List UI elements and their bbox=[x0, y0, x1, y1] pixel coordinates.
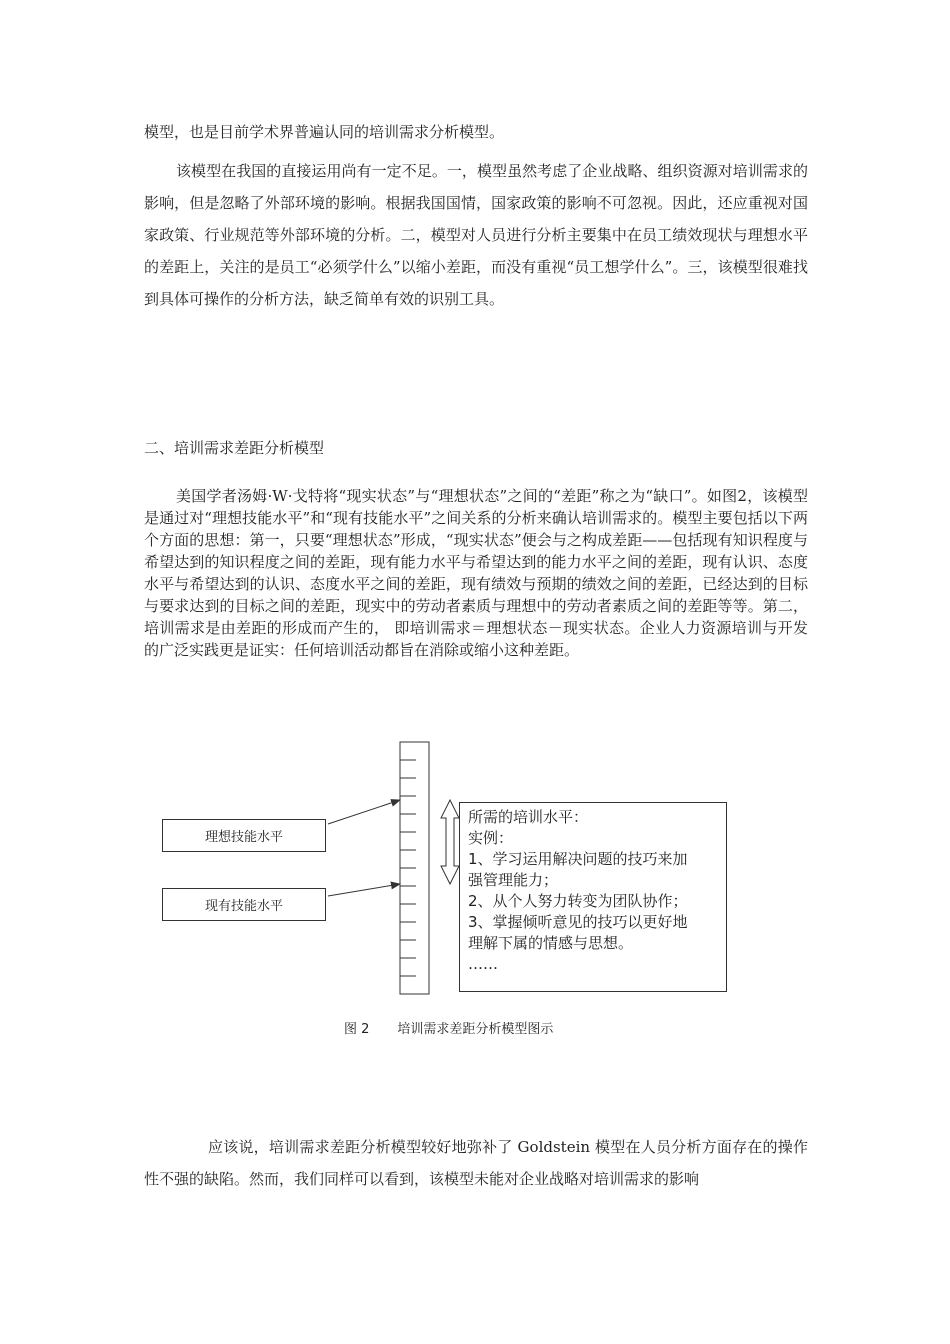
ideal-skill-level-box: 理想技能水平 bbox=[162, 819, 326, 852]
current-arrow bbox=[328, 884, 400, 896]
paragraph-conclusion: 应该说，培训需求差距分析模型较好地弥补了 Goldstein 模型在人员分析方面存在的操作性不强的缺陷。然而，我们同样可以看到，该模型未能对企业战略对培训需求的影响 bbox=[144, 1138, 808, 1188]
training-need-box bbox=[459, 802, 727, 992]
info-line: …… bbox=[468, 955, 498, 973]
paragraph-model-shortcomings: 该模型在我国的直接运用尚有一定不足。一，模型虽然考虑了企业战略、组织资源对培训需求的影响，但是忽略了外部环境的影响。根据我国国情，国家政策的影响不可忽视。因此，还应重视对国家政策、行业规范等外部环境的分析。二，模型对人员进行分析主要集中在员工绩效现状与理想水平的差距上，关注的是员工“必须学什么”以缩小差距，而没有重视“员工想学什么”。三，该模型很难找到具体可操作的分析方法，缺乏简单有效的识别工具。 bbox=[144, 162, 808, 308]
info-line: 所需的培训水平： bbox=[468, 808, 589, 826]
section-heading: 二、培训需求差距分析模型 bbox=[144, 439, 325, 457]
figure-gap-model bbox=[160, 738, 740, 1000]
info-line: 3、掌握倾听意见的技巧以更好地 bbox=[468, 913, 688, 931]
gap-double-arrow bbox=[441, 800, 459, 884]
info-line: 1、学习运用解决问题的技巧来加 bbox=[468, 850, 688, 868]
figure-caption-text: 培训需求差距分析模型图示 bbox=[397, 1022, 554, 1037]
paragraph-continuation: 模型，也是目前学术界普遍认同的培训需求分析模型。 bbox=[144, 123, 505, 141]
info-line: 实例： bbox=[468, 829, 514, 847]
info-line: 强管理能力； bbox=[468, 871, 559, 889]
figure-caption bbox=[344, 1018, 553, 1037]
paragraph-gap-model: 美国学者汤姆·W·戈特将“现实状态”与“理想状态”之间的“差距”称之为“缺口”。如图2，该模型是通过对“理想技能水平”和“现有技能水平”之间关系的分析来确认培训需求的。模型主要包括以下两个方面的思想：第一，只要“理想状态”形成，“现实状态”便会与之构成差距——包括现有知识程度与希望达到的知识程度之间的差距，现有能力水平与希望达到的能力水平之间的差距，现有认识、态度水平与希望达到的认识、态度水平之间的差距，现有绩效与预期的绩效之间的差距，已经达到的目标与要求达到的目标之间的差距，现实中的劳动者素质与理想中的劳动者素质之间的差距等等。第二，培训需求是由差距的形成而产生的， 即培训需求＝理想状态－现实状态。企业人力资源培训与开发的广泛实践更是证实：任何培训活动都旨在消除或缩小这种差距。 bbox=[144, 487, 808, 659]
info-line: 理解下属的情感与思想。 bbox=[468, 934, 634, 952]
figure-number: 图 2 bbox=[344, 1022, 370, 1037]
info-line: 2、从个人努力转变为团队协作； bbox=[468, 892, 688, 910]
ideal-arrow bbox=[328, 800, 400, 824]
current-skill-level-box: 现有技能水平 bbox=[162, 888, 326, 921]
